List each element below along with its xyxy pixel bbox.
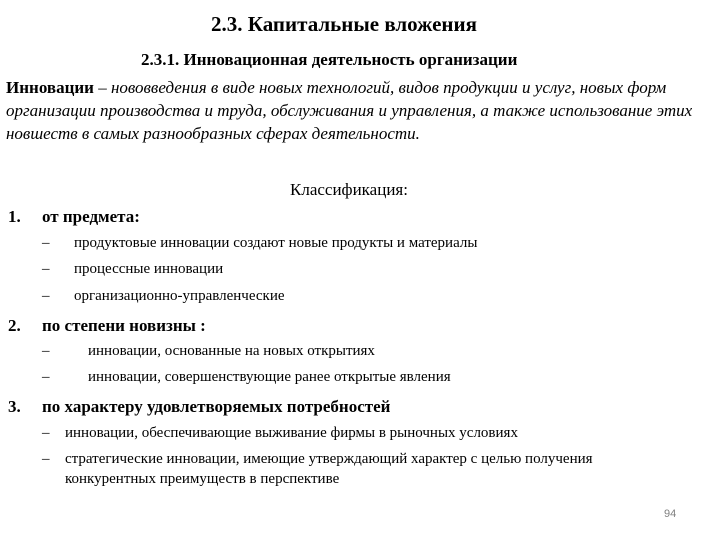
- group-3-item-2: стратегические инновации, имеющие утверждающий характер с целью получения: [65, 451, 593, 467]
- definition-paragraph: [6, 76, 714, 145]
- group-1-item-1: продуктовые инновации создают новые продукты и материалы: [74, 235, 478, 251]
- slide-title: 2.3. Капитальные вложения: [211, 12, 477, 36]
- group-1-item-3: организационно-управленческие: [74, 288, 285, 304]
- classification-label: Классификация:: [290, 180, 408, 199]
- group-2-heading: по степени новизны :: [42, 316, 206, 335]
- group-2-item-1: инновации, основанные на новых открытиях: [88, 343, 375, 359]
- group-1-item-2: процессные инновации: [74, 261, 224, 277]
- group-3-number: 3.: [8, 397, 21, 416]
- group-1-number: 1.: [8, 207, 21, 226]
- group-3-item-2-cont: конкурентных преимуществ в перспективе: [65, 471, 340, 487]
- group-2-number: 2.: [8, 316, 21, 335]
- group-1-dash-3: –: [42, 288, 50, 304]
- group-2-item-2: инновации, совершенствующие ранее открытые явления: [88, 369, 451, 385]
- group-1-dash-1: –: [42, 235, 50, 251]
- group-3-heading: по характеру удовлетворяемых потребностей: [42, 397, 391, 416]
- definition-term: Инновации: [6, 78, 94, 97]
- group-3-item-1: инновации, обеспечивающие выживание фирмы в рыночных условиях: [65, 425, 518, 441]
- group-2-dash-2: –: [42, 369, 50, 385]
- group-3-dash-2: –: [42, 451, 50, 467]
- definition-text: – нововведения в виде новых технологий, видов продукции и услуг, новых форм организации производства и труда, обслуживания и управления, а также использование этих новшеств в самых разнообразных сферах деятельности.: [6, 78, 693, 143]
- group-1-dash-2: –: [42, 261, 50, 277]
- slide-subtitle: 2.3.1. Инновационная деятельность организации: [141, 50, 518, 69]
- group-3-dash-1: –: [42, 425, 50, 441]
- page-number: 94: [664, 508, 677, 520]
- group-1-heading: от предмета:: [42, 207, 140, 226]
- group-2-dash-1: –: [42, 343, 50, 359]
